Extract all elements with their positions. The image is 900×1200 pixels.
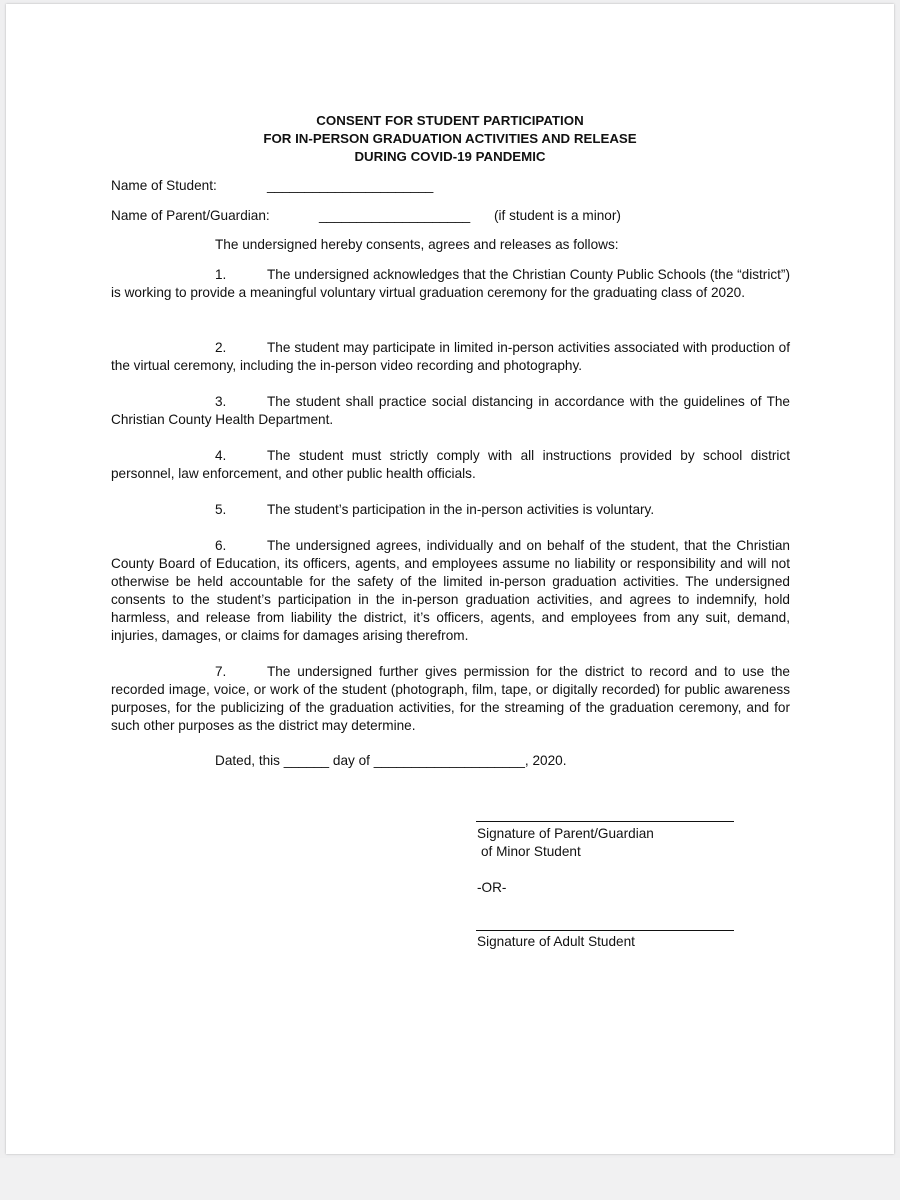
dated-line: Dated, this ______ day of ____________________, 2020. [215,753,567,768]
clause-text: The student shall practice social distancing in accordance with the guidelines of The Christian County Health Department. [111,394,790,427]
student-name-label: Name of Student: [111,178,217,193]
clause-4 [111,447,790,483]
clause-number: 5. [215,502,227,517]
clause-number: 4. [215,448,227,463]
clause-number: 1. [215,267,227,282]
adult-signature-label: Signature of Adult Student [477,934,635,949]
parent-signature-sublabel: of Minor Student [481,844,581,859]
viewer-bottom-strip [0,1158,900,1200]
student-name-blank: ______________________ [267,178,434,193]
parent-signature-line [476,821,734,822]
clause-text: The undersigned agrees, individually and on behalf of the student, that the Christian County Board of Education, its officers, agents, and employees assume no liability or responsibility and will not otherwise be held accountable for the safety of the limited in-person graduation activities. The undersigned consents to the student’s participation in the in-person graduation activities, and agrees to indemnify, hold harmless, and release from liability the district, it’s officers, agents, and employees from any suit, demand, injuries, damages, or claims for damages arising therefrom. [111,538,790,643]
parent-signature-label: Signature of Parent/Guardian [477,826,654,841]
title-line: DURING COVID-19 PANDEMIC [354,149,546,164]
title-line: CONSENT FOR STUDENT PARTICIPATION [316,113,584,128]
clause-6 [111,537,790,645]
clause-text: The student may participate in limited in-person activities associated with production of the virtual ceremony, including the in-person video recording and photography. [111,340,790,373]
clause-1 [111,266,790,302]
guardian-name-label: Name of Parent/Guardian: [111,208,270,223]
clause-2 [111,339,790,375]
document-title [0,112,900,166]
guardian-name-blank: ____________________ [319,208,471,223]
title-line: FOR IN-PERSON GRADUATION ACTIVITIES AND RELEASE [263,131,637,146]
clause-7 [111,663,790,735]
clause-number: 3. [215,394,227,409]
clause-5 [111,501,790,519]
guardian-name-note: (if student is a minor) [494,208,621,223]
clause-text: The undersigned acknowledges that the Christian County Public Schools (the “district”) is working to provide a meaningful voluntary virtual graduation ceremony for the graduating class of 2020. [111,267,790,300]
adult-signature-line [476,930,734,931]
clause-text: The student must strictly comply with all instructions provided by school district personnel, law enforcement, and other public health officials. [111,448,790,481]
clause-text: The undersigned further gives permission for the district to record and to use the recorded image, voice, or work of the student (photograph, film, tape, or digitally recorded) for public awareness purposes, for the publicizing of the graduation activities, for the streaming of the graduation ceremony, and for such other purposes as the district may determine. [111,664,790,733]
clause-number: 2. [215,340,227,355]
clause-number: 7. [215,664,227,679]
or-text: -OR- [477,880,507,895]
clause-3 [111,393,790,429]
clause-number: 6. [215,538,227,553]
clause-text: The student’s participation in the in-person activities is voluntary. [267,502,655,517]
intro-text: The undersigned hereby consents, agrees and releases as follows: [215,237,619,252]
